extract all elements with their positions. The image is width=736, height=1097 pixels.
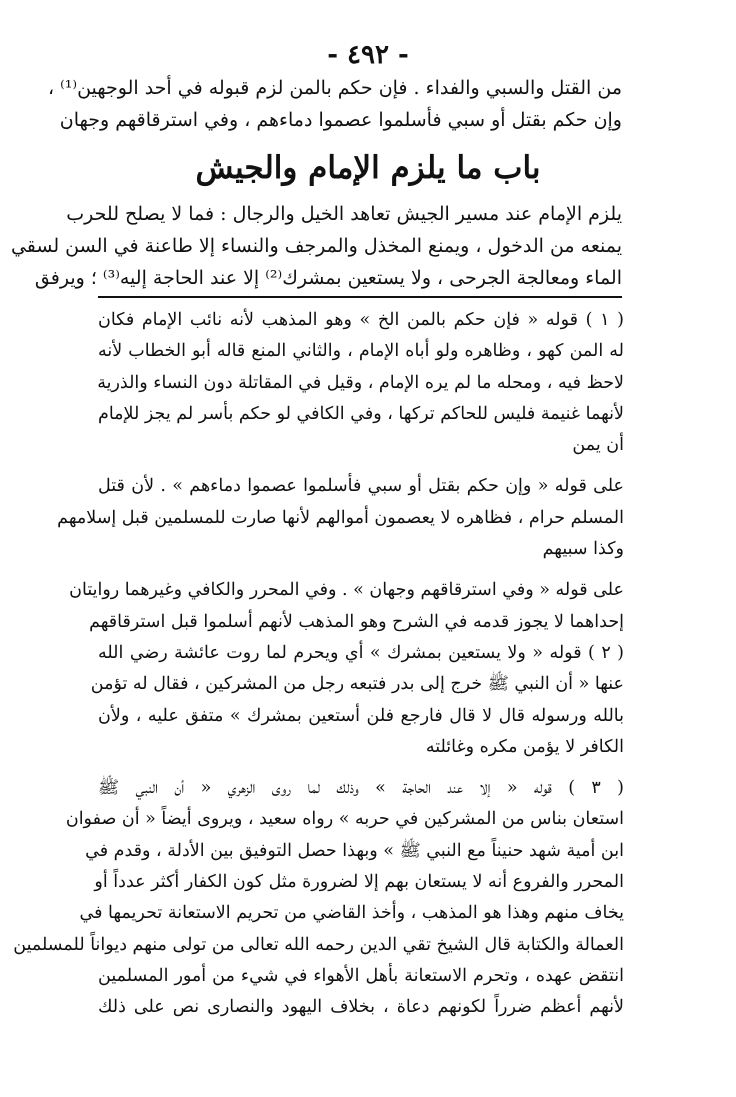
footnote-line: انتقض عهده ، وتحرم الاستعانة بأهل الأهواء في شيء من أمور المسلمين — [98, 965, 624, 986]
footnote-line: له المن كهو ، وظاهره ولو أباه الإمام ، والثاني المنع قاله أبو الخطاب لأنه — [98, 341, 624, 362]
main-text-line: يلزم الإمام عند مسير الجيش تعاهد الخيل والرجال : فما لا يصلح للحرب — [66, 203, 622, 225]
footnote-block — [13, 773, 625, 1023]
footnote-line: بالله ورسوله قال لا قال فارجع فلن أستعين بمشرك » متفق عليه ، ولأن — [98, 705, 624, 726]
footnote-block — [98, 305, 624, 461]
footnote-line: ابن أمية شهد حنيناً مع النبي ﷺ » وبهذا حصل التوفيق بين الأدلة ، وقدم في — [85, 840, 624, 861]
footnote-line: لأنهما غنيمة فليس للحاكم تركها ، وفي الكافي لو حكم بأسر لم يجز للإمام — [98, 403, 624, 424]
main-text-line: الماء ومعالجة الجرحى ، ولا يستعين بمشرك⁽²⁾ إلا عند الحاجة إليه⁽³⁾ ؛ ويرفق — [34, 267, 622, 289]
chapter-title: باب ما يلزم الإمام والجيش — [195, 150, 541, 186]
main-text-line: من القتل والسبي والفداء . فإن حكم بالمن لزم قبوله في أحد الوجهين⁽¹⁾ ، — [47, 77, 622, 99]
footnote-line: إحداهما لا يجوز قدمه في الشرح وهو المذهب لأنهم أسلموا قبل استرقاقهم — [89, 611, 624, 632]
page-number: - ٤٩٢ - — [327, 40, 409, 70]
footnote-line: العمالة والكتابة قال الشيخ تقي الدين رحمه الله تعالى من تولى منهم ديواناً للمسلمين — [13, 934, 624, 955]
footnote-line: استعان بناس من المشركين في حربه » رواه سعيد ، ويروى أيضاً « أن صفوان — [65, 809, 624, 830]
footnote-line: لأنهم أعظم ضرراً لكونهم دعاة ، بخلاف اليهود والنصارى نص على ذلك — [98, 997, 624, 1018]
footnote-line: ( ٢ ) قوله « ولا يستعين بمشرك » أي ويحرم لما روت عائشة رضي الله — [98, 642, 625, 663]
main-text-line: يمنعه من الدخول ، ويمنع المخذل والمرجف والنساء إلا طاعنة في السن لسقي — [10, 235, 622, 257]
footnote-line: المسلم حرام ، فظاهره لا يعصمون أموالهم لأنها صارت للمسلمين قبل إسلامهم — [57, 507, 624, 528]
footnote-block — [57, 471, 624, 565]
footnote-line: الكافر لا يؤمن مكره وغائلته — [425, 736, 624, 757]
footnote-gap — [98, 763, 624, 773]
footnote-line: على قوله « وفي استرقاقهم وجهان » . وفي المحرر والكافي وغيرهما روايتان — [69, 580, 624, 601]
footnote-line: ( ٣ ) قوله « إلا عند الحاجة » وذلك لما روى الزهري « أن النبي ﷺ — [98, 778, 625, 799]
main-text-bottom — [10, 198, 622, 294]
footnote-line: عنها « أن النبي ﷺ خرج إلى بدر فتبعه رجل من المشركين ، فقال له تؤمن — [90, 674, 624, 695]
footnote-line: يخاف منهم وهذا هو المذهب ، وأخذ القاضي من تحريم الاستعانة تحريمها في — [79, 903, 624, 924]
footnote-gap — [98, 461, 624, 471]
footnote-block — [69, 575, 625, 763]
footnote-line: المحرر والفروع أنه لا يستعان بهم إلا لضرورة مثل كون الكفار أكثر عدداً أو — [94, 872, 624, 893]
footnote-line: لاحظ فيه ، ومحله ما لم يره الإمام ، وقيل في المقاتلة دون النساء والذرية — [97, 372, 624, 393]
footnote-line: وكذا سبيهم — [542, 539, 624, 560]
footnote-separator-rule — [98, 296, 622, 298]
main-text-line: وإن حكم بقتل أو سبي فأسلموا عصموا دماءهم ، وفي استرقاقهم وجهان — [59, 109, 622, 131]
footnote-line: على قوله « وإن حكم بقتل أو سبي فأسلموا عصموا دماءهم » . لأن قتل — [98, 476, 624, 497]
footnote-line: أن يمن — [572, 435, 624, 456]
main-text-top — [47, 72, 622, 136]
footnotes-section — [13, 305, 625, 1024]
footnote-gap — [98, 565, 624, 575]
footnote-line: ( ١ ) قوله « فإن حكم بالمن الخ » وهو المذهب لأنه نائب الإمام فكان — [98, 310, 624, 330]
